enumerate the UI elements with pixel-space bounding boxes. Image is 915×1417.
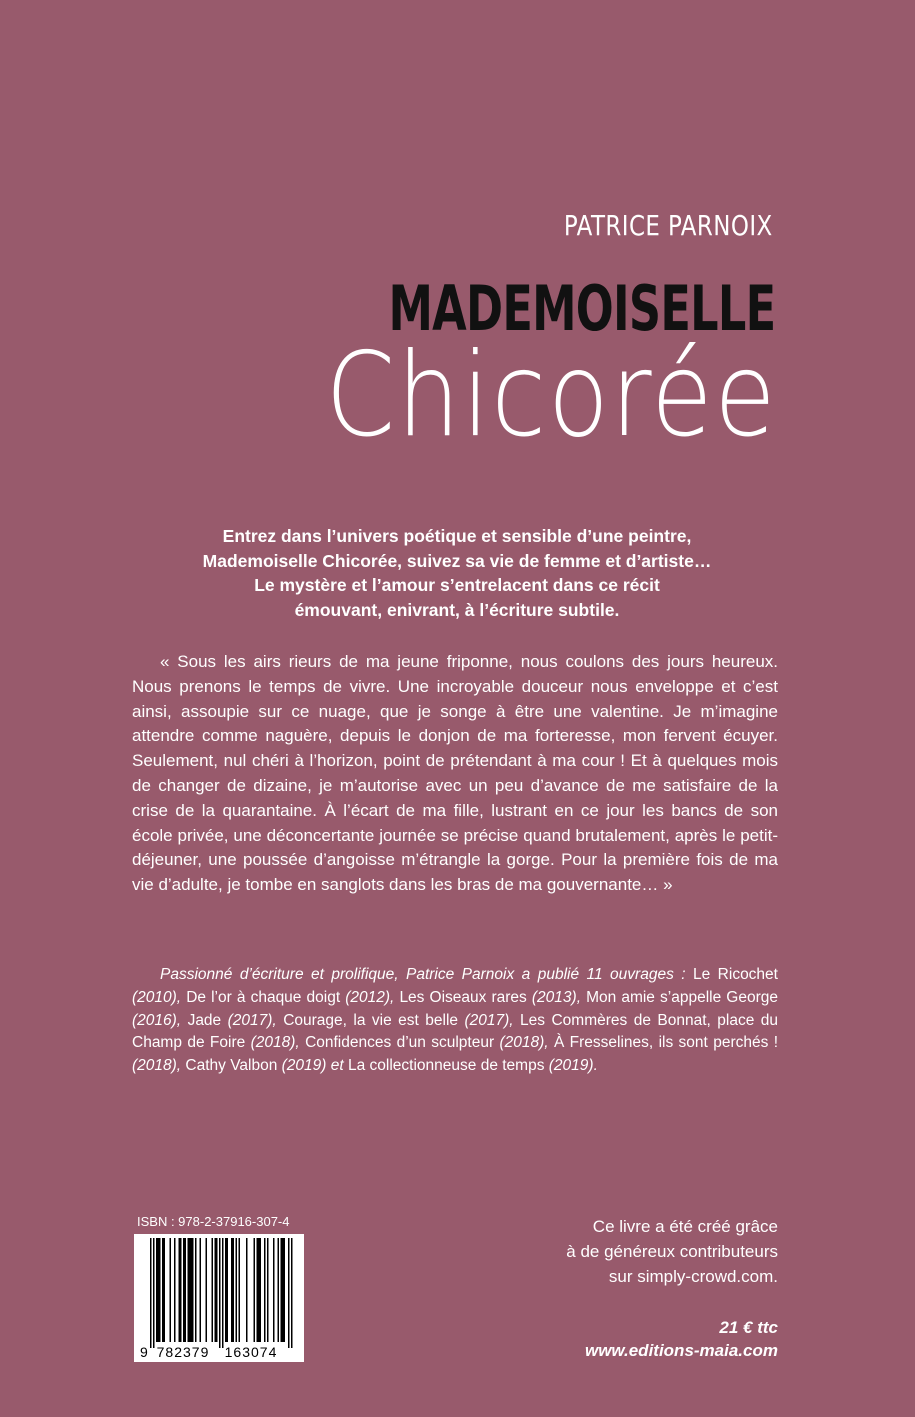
bio-work-year: (2019). [544, 1057, 598, 1075]
tagline-line: Mademoiselle Chicorée, suivez sa vie de femme et d’artiste… [202, 550, 712, 571]
bio-work-year: (2016), [132, 1011, 188, 1029]
bio-work-title: Confidences d’un sculpteur [305, 1034, 495, 1052]
isbn-label: ISBN : 978-2-37916-307-4 [137, 1214, 290, 1229]
publisher-website: www.editions-maia.com [584, 1341, 778, 1360]
barcode-bar [246, 1238, 248, 1342]
barcode-bar [150, 1238, 152, 1348]
barcode-bar [288, 1238, 290, 1348]
bio-work-year: (2017), [458, 1011, 521, 1029]
barcode-bar [191, 1238, 193, 1342]
tagline-line: Le mystère et l’amour s’entrelacent dans ce récit [254, 575, 660, 595]
barcode-bar [192, 1238, 194, 1342]
bio-work-year: (2017), [221, 1011, 284, 1029]
price: 21 € ttc [719, 1318, 778, 1337]
bio-work-title: Courage, la vie est belle [283, 1011, 459, 1029]
bio-work-title: Jade [187, 1011, 222, 1029]
bio-work-year: (2019) et [277, 1057, 348, 1075]
barcode-bar [264, 1238, 266, 1342]
bio-work-year: (2013), [526, 988, 587, 1006]
contrib-line: Ce livre a été créé grâce [592, 1217, 778, 1236]
barcode-digits-left: 782379 [156, 1344, 210, 1360]
barcode-bar [156, 1238, 158, 1342]
barcode-bar [162, 1238, 164, 1342]
barcode-bar [236, 1238, 238, 1342]
bio-work-title: À Fresselines, ils sont perchés ! [553, 1034, 779, 1052]
barcode-bar [180, 1238, 182, 1342]
barcode-bar [233, 1238, 235, 1342]
bio-work-title: Cathy Valbon [185, 1057, 278, 1075]
contrib-line: à de généreux contributeurs [566, 1242, 778, 1261]
bio-work-year: (2018), [132, 1057, 186, 1075]
barcode-bar [278, 1238, 280, 1342]
barcode-bar [206, 1238, 208, 1342]
barcode-bar [158, 1238, 160, 1342]
barcode-bar [227, 1238, 229, 1342]
barcode-bar [222, 1238, 224, 1348]
barcode-bar [284, 1238, 286, 1342]
barcode-bar [239, 1238, 241, 1342]
bio-work-year: (2012), [340, 988, 400, 1006]
bio-work-title: La collectionneuse de temps [348, 1057, 545, 1075]
barcode-bar [179, 1238, 181, 1342]
barcode-bar [212, 1238, 214, 1342]
barcode-digit-first: 9 [140, 1344, 148, 1360]
bio-work-title: De l’or à chaque doigt [186, 988, 341, 1006]
barcode-bar [195, 1238, 197, 1342]
barcode-bar [216, 1238, 218, 1342]
bio-work-title: Mon amie s’appelle George [586, 988, 778, 1006]
barcode-bar [185, 1238, 187, 1342]
barcode-bar [282, 1238, 284, 1342]
barcode-bar [225, 1238, 227, 1342]
bio-work-year: (2010), [132, 988, 187, 1006]
excerpt-paragraph: « Sous les airs rieurs de ma jeune friponne, nous coulons des jours heureux. Nous prenons le temps de vivre. Une incroyable douceur nous enveloppe et c’est ainsi, assoupie sur ce nuage, que je songe à être une valentine. Je m’imagine attendre comme naguère, depuis le donjon de ma forteresse, mon fervent écuyer. Seulement, nul chéri à l’horizon, point de prétendant à ma cour ! Et à quelques mois de changer de dizaine, je m’autorise avec un peu d’avance de me satisfaire de la crise de la quarantaine. À l’écart de ma fille, lustrant en ce jour les bancs de son école privée, une déconcertante journée se précise quand brutalement, après le petit-déjeuner, une poussée d’angoisse m’étrangle la gorge. Pour la première fois de ma vie d’adulte, je tombe en sanglots dans les bras de ma gouvernante… » [132, 652, 778, 895]
author-name: PATRICE PARNOIX [564, 209, 773, 242]
bio-work-year: (2018), [494, 1034, 554, 1052]
barcode-digits-right: 163074 [224, 1344, 278, 1360]
barcode-bar [260, 1238, 262, 1342]
tagline-line: émouvant, enivrant, à l’écriture subtile. [294, 599, 620, 620]
contributors-note [566, 1214, 778, 1289]
barcode-bar [164, 1238, 166, 1342]
barcode-bar [183, 1238, 185, 1342]
author-bio [132, 964, 778, 1078]
barcode-bar [215, 1238, 217, 1342]
bio-work-title: Les Oiseaux rares [399, 988, 527, 1006]
barcode-bar [189, 1238, 191, 1342]
barcode-bar [153, 1238, 155, 1348]
barcode-bar [258, 1238, 260, 1342]
barcode-bar [231, 1238, 233, 1342]
title-sub: Chicorée [325, 328, 777, 463]
barcode [134, 1234, 304, 1362]
barcode-bar [200, 1238, 202, 1342]
bio-work-title: Le Ricochet [693, 966, 778, 983]
bio-work-title: Les Commères de Bonnat, place du Champ de Foire [132, 1011, 778, 1052]
barcode-bar [273, 1238, 275, 1342]
barcode-bar [188, 1238, 190, 1342]
tagline [132, 524, 782, 622]
barcode-bar [291, 1238, 293, 1348]
bio-work-year: (2018), [245, 1034, 306, 1052]
barcode-bar [219, 1238, 221, 1348]
barcode-bar [254, 1238, 256, 1342]
contrib-line: sur simply-crowd.com. [608, 1267, 778, 1286]
bio-intro: Passionné d’écriture et prolifique, Patrice Parnoix a publié 11 ouvrages : [160, 966, 693, 983]
barcode-bar [174, 1238, 176, 1342]
barcode-bar [170, 1238, 172, 1342]
barcode-bar [267, 1238, 269, 1342]
barcode-bar [281, 1238, 283, 1342]
tagline-line: Entrez dans l’univers poétique et sensible d’une peintre, [222, 526, 692, 546]
barcode-bar [159, 1238, 161, 1342]
title-main: MADEMOISELLE [388, 272, 775, 345]
barcode-bar [257, 1238, 259, 1342]
barcode-graphic [134, 1234, 304, 1362]
